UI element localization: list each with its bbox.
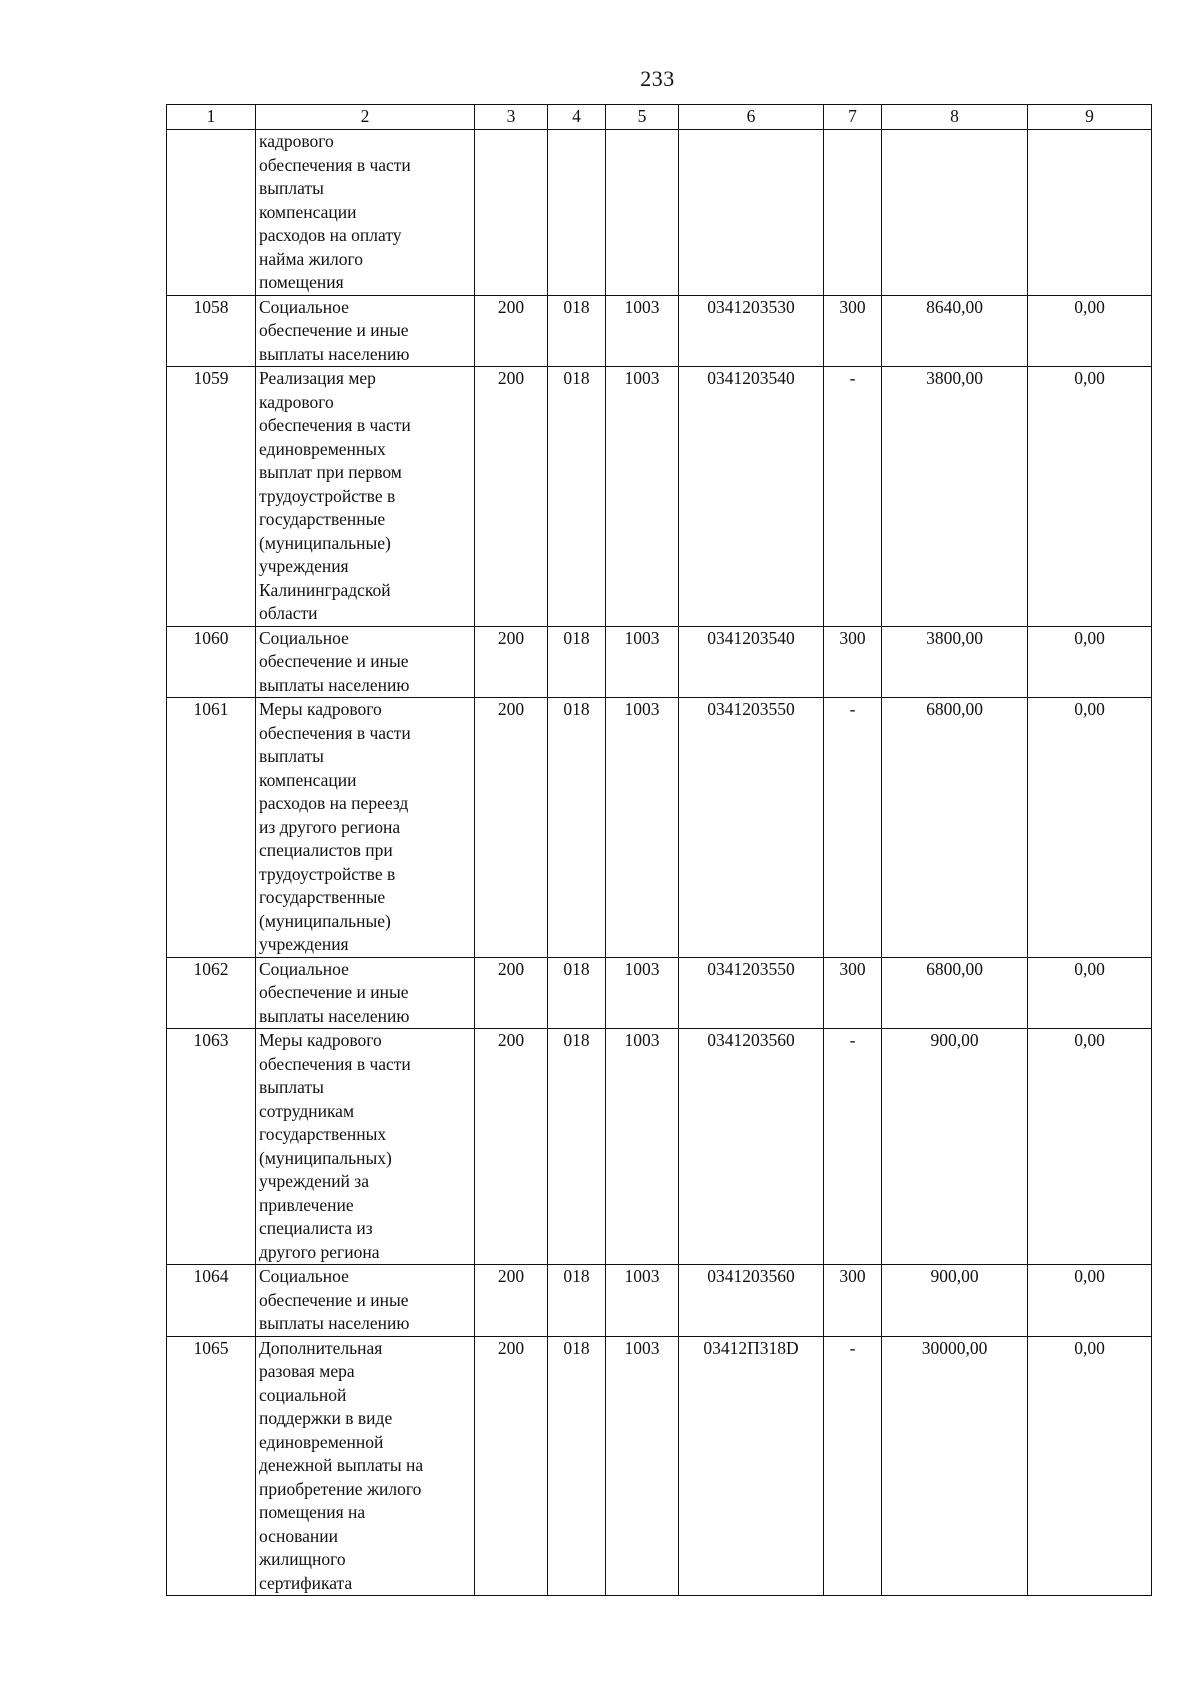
row-description: Меры кадрового обеспечения в части выплаты сотрудникам государственных (муниципальных) учреждений за привлечение специалиста из другого региона: [256, 1029, 475, 1265]
table-row: [167, 626, 1152, 698]
cell-col6: 0341203540: [679, 367, 824, 627]
cell-col4: [548, 130, 606, 296]
cell-col9: 0,00: [1028, 626, 1152, 698]
table-row: [167, 367, 1152, 627]
cell-col9: [1028, 130, 1152, 296]
column-header: 2: [256, 105, 475, 130]
cell-col6: 0341203550: [679, 698, 824, 958]
cell-col9: 0,00: [1028, 367, 1152, 627]
cell-col8: 3800,00: [882, 367, 1028, 627]
cell-col3: 200: [475, 1029, 548, 1265]
cell-col7: 300: [824, 295, 882, 367]
row-number: 1061: [167, 698, 256, 958]
cell-col6: 0341203560: [679, 1265, 824, 1337]
cell-col4: 018: [548, 1336, 606, 1596]
cell-col3: 200: [475, 367, 548, 627]
cell-col8: 6800,00: [882, 957, 1028, 1029]
cell-col5: 1003: [606, 1336, 679, 1596]
column-header: 5: [606, 105, 679, 130]
cell-col5: 1003: [606, 957, 679, 1029]
row-description: Социальное обеспечение и иные выплаты населению: [256, 957, 475, 1029]
cell-col8: 900,00: [882, 1029, 1028, 1265]
row-number: [167, 130, 256, 296]
row-description: Реализация мер кадрового обеспечения в части единовременных выплат при первом трудоустройстве в государственные (муниципальные) учреждения Калининградской области: [256, 367, 475, 627]
cell-col3: 200: [475, 698, 548, 958]
column-header: 6: [679, 105, 824, 130]
column-header: 8: [882, 105, 1028, 130]
cell-col8: 3800,00: [882, 626, 1028, 698]
cell-col3: 200: [475, 1265, 548, 1337]
cell-col9: 0,00: [1028, 1336, 1152, 1596]
cell-col8: [882, 130, 1028, 296]
cell-col7: 300: [824, 626, 882, 698]
cell-col6: [679, 130, 824, 296]
cell-col7: -: [824, 698, 882, 958]
cell-col9: 0,00: [1028, 1265, 1152, 1337]
cell-col5: [606, 130, 679, 296]
row-description: кадрового обеспечения в части выплаты компенсации расходов на оплату найма жилого помещения: [256, 130, 475, 296]
table-row: [167, 1029, 1152, 1265]
cell-col7: 300: [824, 957, 882, 1029]
cell-col3: 200: [475, 295, 548, 367]
cell-col5: 1003: [606, 698, 679, 958]
cell-col5: 1003: [606, 1265, 679, 1337]
cell-col7: [824, 130, 882, 296]
column-header: 9: [1028, 105, 1152, 130]
cell-col9: 0,00: [1028, 295, 1152, 367]
cell-col6: 0341203540: [679, 626, 824, 698]
cell-col4: 018: [548, 367, 606, 627]
cell-col4: 018: [548, 626, 606, 698]
table-header: [167, 105, 1152, 130]
table-body: [167, 130, 1152, 1596]
cell-col7: 300: [824, 1265, 882, 1337]
cell-col5: 1003: [606, 367, 679, 627]
cell-col3: 200: [475, 626, 548, 698]
row-number: 1065: [167, 1336, 256, 1596]
cell-col3: [475, 130, 548, 296]
cell-col5: 1003: [606, 1029, 679, 1265]
cell-col9: 0,00: [1028, 1029, 1152, 1265]
page-number: 233: [640, 66, 675, 91]
row-description: Социальное обеспечение и иные выплаты населению: [256, 1265, 475, 1337]
table-row: [167, 295, 1152, 367]
table-row: [167, 1336, 1152, 1596]
cell-col4: 018: [548, 698, 606, 958]
row-number: 1062: [167, 957, 256, 1029]
table-row: [167, 1265, 1152, 1337]
header-row: [167, 105, 1152, 130]
table-row: [167, 698, 1152, 958]
cell-col6: 0341203530: [679, 295, 824, 367]
cell-col5: 1003: [606, 626, 679, 698]
cell-col7: -: [824, 367, 882, 627]
cell-col6: 03412П318D: [679, 1336, 824, 1596]
table-row: [167, 957, 1152, 1029]
row-number: 1058: [167, 295, 256, 367]
cell-col9: 0,00: [1028, 957, 1152, 1029]
cell-col6: 0341203560: [679, 1029, 824, 1265]
cell-col4: 018: [548, 957, 606, 1029]
column-header: 7: [824, 105, 882, 130]
cell-col8: 900,00: [882, 1265, 1028, 1337]
cell-col7: -: [824, 1336, 882, 1596]
column-header: 1: [167, 105, 256, 130]
column-header: 3: [475, 105, 548, 130]
cell-col8: 6800,00: [882, 698, 1028, 958]
cell-col9: 0,00: [1028, 698, 1152, 958]
cell-col4: 018: [548, 295, 606, 367]
cell-col4: 018: [548, 1265, 606, 1337]
row-number: 1063: [167, 1029, 256, 1265]
cell-col4: 018: [548, 1029, 606, 1265]
cell-col5: 1003: [606, 295, 679, 367]
row-description: Социальное обеспечение и иные выплаты населению: [256, 295, 475, 367]
cell-col3: 200: [475, 957, 548, 1029]
cell-col8: 30000,00: [882, 1336, 1028, 1596]
column-header: 4: [548, 105, 606, 130]
row-description: Дополнительная разовая мера социальной поддержки в виде единовременной денежной выплаты на приобретение жилого помещения на основании жилищного сертификата: [256, 1336, 475, 1596]
row-number: 1064: [167, 1265, 256, 1337]
budget-table: [166, 104, 1152, 1596]
table-row: [167, 130, 1152, 296]
cell-col8: 8640,00: [882, 295, 1028, 367]
row-number: 1060: [167, 626, 256, 698]
cell-col3: 200: [475, 1336, 548, 1596]
row-description: Меры кадрового обеспечения в части выплаты компенсации расходов на переезд из другого региона специалистов при трудоустройстве в государственные (муниципальные) учреждения: [256, 698, 475, 958]
row-number: 1059: [167, 367, 256, 627]
row-description: Социальное обеспечение и иные выплаты населению: [256, 626, 475, 698]
cell-col6: 0341203550: [679, 957, 824, 1029]
cell-col7: -: [824, 1029, 882, 1265]
